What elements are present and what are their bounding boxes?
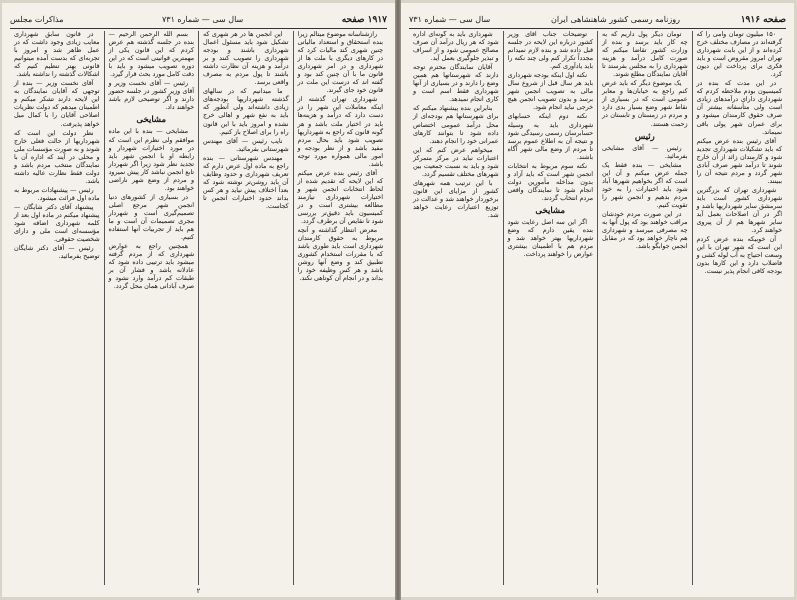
- left-header-title: مذاکرات مجلس: [10, 15, 64, 24]
- paragraph: رئیس — آقای دکتر شایگان توضیح بفرمائید.: [14, 245, 100, 261]
- section-heading: مشایخی: [136, 115, 167, 126]
- paragraph: مشایخی — بنده فقط یک جمله عرض میکنم و آن این است که اگر بخواهیم شهرها آباد شود باید اختیارات را به خود مردم بدهیم و انجمن شهر را تقویت کنیم.: [602, 161, 688, 209]
- right-column-4: [409, 31, 504, 585]
- paragraph: نکته سوم مربوط به انتخابات انجمن شهر است که باید آزاد و بدون مداخله مأمورین دولت انجام شود تا نمایندگان واقعی مردم انتخاب گردند.: [507, 162, 593, 202]
- paragraph: توضیحات جناب آقای وزیر کشور درباره این لایحه در جلسه قبل داده شد و بنده لازم نمیدانم مجدداً تکرار کنم ولی چند نکته را باید یادآوری کنم.: [507, 31, 593, 71]
- paragraph: ما میدانیم که در سالهای گذشته شهرداریها بودجه‌های زیادی داشته‌اند ولی آنطور که باید به نفع شهر و اهالی خرج نشده و امروز باید با این قانون راه را برای اصلاح باز کنیم.: [203, 88, 289, 136]
- left-column-1: [294, 31, 388, 585]
- paragraph: آقای رئیس بنده عرض میکنم که باید تشکیلات شهرداری تجدید شود و کارمندان زائد از آن خارج شوند تا درآمد شهر صرف آبادی شهر گردد و مردم نتیجه آن را ببینند.: [696, 137, 782, 185]
- left-columns: [10, 31, 387, 585]
- right-columns: [409, 31, 786, 585]
- paragraph: بنابراین بنده پیشنهاد میکنم که برای شهرستانها هم بودجه‌ای از محل درآمد عمومی اختصاص داده شود تا بتوانند کارهای عمرانی خود را انجام دهند.: [413, 105, 499, 145]
- paragraph: رئیس — آقای نخست وزیر و آقای وزیر کشور در جلسه حضور دارند و اگر توضیحی لازم باشد خواهند داد.: [108, 80, 194, 112]
- paragraph: آقایان نمایندگان محترم توجه دارند که شهرستانها هم همین وضع را دارند و در بسیاری از آنها شهرداری فقط اسم است و کاری انجام نمیدهد.: [413, 64, 499, 104]
- section-heading: رئیس: [634, 131, 655, 142]
- right-footer-number: ۱: [595, 587, 600, 595]
- paragraph: میخواهم عرض کنم که این اعتبارات نباید در مرکز متمرکز شود و باید به نسبت جمعیت بین شهرهای مختلف تقسیم گردد.: [413, 146, 499, 178]
- paragraph: تومان دیگر پول داریم که به چه کار باید برسد و بنده از وزارت کشور تقاضا میکنم که صورت کامل درآمد و هزینه شهرداری را به مجلس بفرستد تا آقایان نمایندگان مطلع شوند.: [602, 31, 688, 79]
- right-page-header: [409, 13, 786, 27]
- paragraph: اگر این سه اصل رعایت شود بنده یقین دارم که وضع شهرداریها بهتر خواهد شد و مردم هم با اطمینان بیشتری عوارض را خواهند پرداخت.: [507, 218, 593, 259]
- paragraph: پیشنهاد آقای دکتر شایگان — پیشنهاد میکنم در ماده اول بعد از کلمه شهرداری اضافه شود مؤسسه‌ای است ملی و دارای شخصیت حقوقی.: [14, 203, 100, 244]
- paragraph: آن خوبیکه بنده عرض کردم این است که شهر تهران با این وسعت احتیاج به آب لوله کشی و فاضلاب دارد و این کارها بدون بودجه کافی انجام پذیر نیست.: [696, 236, 782, 276]
- left-header-page-number: ۱۹۱۷ صفحه: [341, 15, 387, 25]
- paragraph: مشایخی — بنده با این ماده موافقم ولی نظرم این است که در مورد اختیارات شهردار و رابطه او با انجمن شهر باید تجدید نظر شود زیرا اگر شهردار تابع انجمن نباشد کار پیش نمیرود و مردم از وضع شهر ناراضی خواهند بود.: [108, 128, 194, 192]
- left-page-header: [10, 13, 387, 27]
- right-header-issue: سال سی — شماره ۷۳۱: [409, 15, 491, 24]
- right-column-3: [504, 31, 599, 585]
- paragraph: رازشناسانه موضوع میتالم زیرا بنده استحقاق و استعداد مالیاتی چنین شهری کند مالیات کرد که در کارهای دیگری با ملت ها از شهرداری و در امر شهرداری قانون ما با آن چنین کند بود و گفته اند که درست این ملت در قانون خود جای گیرند.: [297, 31, 383, 95]
- paragraph: شهرداری باید به گونه‌ای اداره شود که هر ریال درآمد آن صرف مصالح عمومی شود و از اسراف و تبذیر جلوگیری بعمل آید.: [413, 31, 499, 63]
- right-column-2: [598, 31, 693, 585]
- paragraph: نکته اول اینکه بودجه شهرداری باید هر سال قبل از شروع سال مالی به تصویب انجمن شهر برسد و بدون تصویب انجمن هیچ خرجی نباید انجام شود.: [507, 72, 593, 112]
- paragraph: رئیس — آقای مشایخی بفرمائید.: [602, 144, 688, 160]
- paragraph: بسم الله الرحمن الرحیم — بنده در جلسه گذشته هم عرض کردم که این قانون یکی از مهمترین قوانینی است که در این دوره تصویب میشود و باید با دقت کامل مورد بحث قرار گیرد.: [108, 31, 194, 79]
- left-header-issue: سال سی — شماره ۷۳۱: [162, 15, 244, 24]
- paragraph: یک موضوع دیگر که باید عرض کنم راجع به خیابان‌ها و معابر عمومی است که در بسیاری از نقاط شهر وضع بسیار بدی دارد و مردم در زمستان و تابستان در زحمت هستند.: [602, 80, 688, 128]
- header-rule: [409, 28, 786, 29]
- right-page: [401, 3, 794, 597]
- left-column-4: [10, 31, 105, 585]
- right-column-1: [693, 31, 787, 585]
- paragraph: مهندس شهرستانی — بنده راجع به ماده اول عرض دارم که تعریف شهرداری و حدود وظایف آن باید روشن‌تر نوشته شود که بعداً اختلاف پیش نیاید و هر کس بداند حدود اختیارات انجمن تا کجاست.: [203, 154, 289, 210]
- left-column-3: [105, 31, 200, 585]
- header-rule: [10, 28, 387, 29]
- right-header-page-number: صفحه ۱۹۱۶: [740, 15, 786, 25]
- paragraph: در قانون سابق شهرداری معایب زیادی وجود داشت که در عمل ظاهر شد و امروز با تجربه‌ای که بدست آمده میتوانیم قانونی بهتر تنظیم کنیم که اشکالات گذشته را نداشته باشد.: [14, 31, 100, 79]
- paragraph: معرض انتظار گذاشته و آنچه مربوط به حقوق کارمندان شهرداری است باید طوری باشد که با مقررات استخدام کشوری تطبیق کند و وضع آنها روشن باشد و هر کس وظیفه خود را بداند و در انجام آن کوتاهی نکند.: [297, 227, 383, 283]
- paragraph: آقای نخست وزیر — بنده از توجهی که آقایان نمایندگان به این لایحه دارند تشکر میکنم و اطمینان میدهم که دولت نظریات اصلاحی آقایان را با کمال میل خواهد پذیرفت.: [14, 80, 100, 128]
- paragraph: همچنین راجع به عوارض شهرداری که از مردم گرفته میشود باید ترتیبی داده شود که عادلانه باشد و فشار آن بر طبقات کم درآمد وارد نشود و صرف آبادانی همان محل گردد.: [108, 243, 194, 291]
- right-header-title: روزنامه رسمی کشور شاهنشاهی ایران: [550, 15, 680, 24]
- paragraph: ۱۵۰ میلیون تومان وامی را که گرفته‌اند در مصارف مختلف خرج کرده‌اند و از این بابت شهرداری تهران امروز مقروض است و باید فکری برای پرداخت این دیون کرد.: [696, 31, 782, 79]
- paragraph: رئیس — پیشنهادات مربوط به ماده اول قرائت میشود.: [14, 186, 100, 202]
- paragraph: با این ترتیب همه شهرهای کشور از مزایای این قانون برخوردار خواهند شد و عدالت در توزیع اعتبارات رعایت خواهد شد.: [413, 179, 499, 220]
- paragraph: در بسیاری از کشورهای دنیا انجمن شهر مرجع اصلی تصمیم‌گیری است و شهردار مجری تصمیمات آن است و ما هم باید از تجربیات آنها استفاده کنیم.: [108, 193, 194, 242]
- paragraph: نکته دوم اینکه حسابهای شهرداری باید به وسیله حسابرسان رسمی رسیدگی شود و نتیجه آن به اطلاع عموم برسد تا مردم از وضع مالی شهر آگاه باشند.: [507, 113, 593, 161]
- paragraph: این انجمن ها در هر شهری که تشکیل شود باید مسئول اعمال شهرداری باشند و بودجه شهرداری را تصویب کنند و بر درآمد و هزینه آن نظارت داشته باشند تا پول مردم به مصرف واقعی برسد.: [203, 31, 289, 87]
- paragraph: نظر دولت این است که شهرداریها از حالت فعلی خارج شوند و به صورت مؤسسات ملی و محلی در آیند که اداره آن با نمایندگان منتخب مردم باشد و دولت فقط نظارت عالیه داشته باشد.: [14, 129, 100, 185]
- section-heading: مشایخی: [535, 205, 566, 216]
- paragraph: در این صورت مردم خودشان مراقب خواهند بود که پول آنها به چه مصرفی میرسد و شهرداری هم ناچار خواهد بود که در مقابل انجمن جوابگو باشد.: [602, 210, 688, 251]
- paragraph: شهرداری تهران که بزرگترین شهرداری کشور است باید سرمشق سایر شهرداریها باشد و اگر در آن اصلاحات بعمل آید سایر شهرها هم از آن پیروی خواهند کرد.: [696, 186, 782, 235]
- paragraph: آقای رئیس بنده عرض میکنم که این لایحه که تقدیم شده از لحاظ انتخابات انجمن شهر و اختیارات شهرداری نیازمند مطالعه بیشتری است و در کمیسیون باید دقیق‌تر بررسی شود تا نقایص آن برطرف گردد.: [297, 169, 383, 226]
- paragraph: شهرداری تهران گذشته از اینکه معاملات این شهر را در دست دارد که درآمد و هزینه‌ها باید در اختیار ملت باشد و هر گونه قانون که راجع به شهرداریها تصویب شود باید بحال مردم مفید باشد و از نظر بودجه و امور مالی همواره مورد توجه باشد.: [297, 96, 383, 168]
- paragraph: نایب رئیس — آقای مهندس شهرستانی بفرمائید.: [203, 137, 289, 153]
- left-column-2: [199, 31, 294, 585]
- left-footer-number: ۲: [196, 587, 201, 595]
- left-page: [2, 3, 395, 597]
- paragraph: در این مدت که بنده در کمیسیون بودم ملاحظه کردم که شهرداری دارای درآمدهای زیادی است ولی متأسفانه بیشتر آن صرف حقوق کارمندان میشود و برای عمران شهر پولی باقی نمیماند.: [696, 80, 782, 136]
